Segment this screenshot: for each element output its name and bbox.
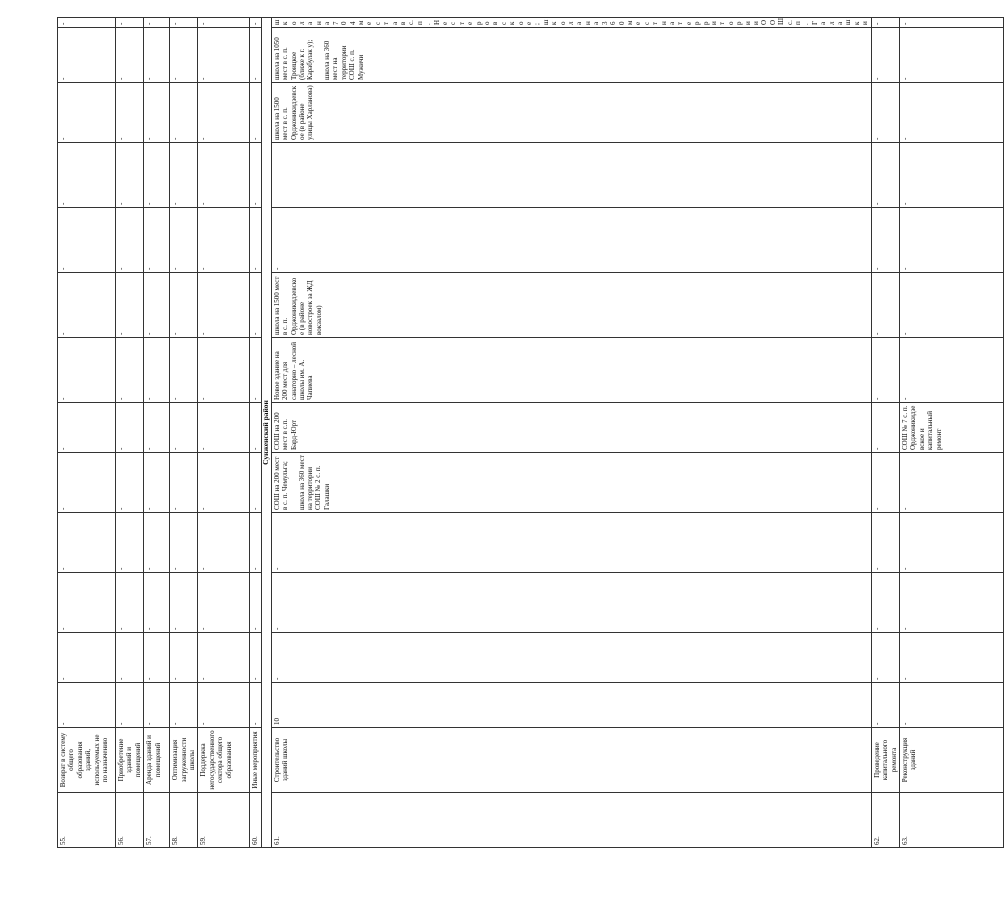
cell-text: - xyxy=(900,77,909,80)
data-cell: - xyxy=(144,453,170,513)
data-cell xyxy=(271,18,871,28)
data-cell: - xyxy=(116,83,144,143)
data-cell: - xyxy=(116,273,144,338)
row-number: 63. xyxy=(899,793,1003,848)
data-cell: - xyxy=(116,143,144,208)
cell-text: - xyxy=(900,677,909,680)
data-cell: - xyxy=(250,83,262,143)
table-row xyxy=(271,18,871,848)
row-number: 56. xyxy=(116,793,144,848)
data-cell: - xyxy=(170,453,198,513)
data-cell xyxy=(899,683,1003,728)
data-cell: - xyxy=(58,513,116,573)
data-cell: - xyxy=(198,83,250,143)
data-cell: - xyxy=(198,453,250,513)
row-title: Оптимизация загруженности школы xyxy=(170,728,198,793)
data-cell: - xyxy=(170,208,198,273)
data-cell xyxy=(871,273,899,338)
data-cell: - xyxy=(170,573,198,633)
data-cell: - xyxy=(58,453,116,513)
data-cell xyxy=(871,18,899,28)
table-row xyxy=(170,18,198,848)
cell-text: - xyxy=(900,137,909,140)
data-cell: - xyxy=(170,683,198,728)
row-title: Строительство зданий школы xyxy=(271,728,871,793)
data-cell: - xyxy=(198,683,250,728)
data-cell xyxy=(871,683,899,728)
data-cell: - xyxy=(144,573,170,633)
data-cell: - xyxy=(198,208,250,273)
table-row xyxy=(871,18,899,848)
data-cell: - xyxy=(250,338,262,403)
data-cell xyxy=(871,453,899,513)
data-cell: - xyxy=(58,83,116,143)
row-title: Приобретение зданий и помещений xyxy=(116,728,144,793)
data-cell: - xyxy=(116,338,144,403)
data-cell: - xyxy=(170,403,198,453)
data-cell: - xyxy=(116,633,144,683)
data-cell: - xyxy=(250,18,262,28)
data-cell: - xyxy=(198,633,250,683)
data-cell: - xyxy=(170,18,198,28)
data-cell: - xyxy=(250,143,262,208)
data-cell xyxy=(899,83,1003,143)
table-row xyxy=(116,18,144,848)
data-cell: - xyxy=(250,633,262,683)
data-cell: - xyxy=(116,513,144,573)
row-number: 57. xyxy=(144,793,170,848)
cell-text: школа на 360 мест на территории СОШ с. п. Мужичи xyxy=(322,40,365,80)
data-cell: - xyxy=(198,28,250,83)
data-cell xyxy=(271,683,871,728)
data-cell: - xyxy=(144,273,170,338)
table-row xyxy=(198,18,250,848)
data-cell xyxy=(871,208,899,273)
data-cell: - xyxy=(144,513,170,573)
row-title: Поддержка негосударственного сектора общего образования xyxy=(198,728,250,793)
data-cell: - xyxy=(144,143,170,208)
row-title: Реконструкция зданий xyxy=(899,728,1003,793)
data-cell xyxy=(899,338,1003,403)
data-cell: - xyxy=(116,18,144,28)
school-program-table xyxy=(57,17,1004,848)
cell-text: - xyxy=(872,447,881,450)
data-cell xyxy=(871,28,899,83)
cell-text: - xyxy=(872,77,881,80)
row-number: 62. xyxy=(871,793,899,848)
cell-text: - xyxy=(900,397,909,400)
data-cell: - xyxy=(198,273,250,338)
data-cell xyxy=(871,573,899,633)
data-cell: - xyxy=(58,633,116,683)
cell-text: школа на 1050 мест в с. п. Троицкое (ближе к г. Карабулак у); xyxy=(272,37,315,80)
cell-text: СОШ № 7 с. п. Орджоникидзевское и капитальный ремонт xyxy=(900,405,943,450)
cell-text: - xyxy=(872,137,881,140)
data-cell: - xyxy=(170,338,198,403)
data-cell: - xyxy=(58,573,116,633)
cell-text: 10 xyxy=(272,718,281,725)
data-cell xyxy=(871,143,899,208)
data-cell: - xyxy=(198,18,250,28)
data-cell xyxy=(871,338,899,403)
cell-text: - xyxy=(900,267,909,270)
cell-text: - xyxy=(272,267,281,270)
data-cell: - xyxy=(144,28,170,83)
data-cell: - xyxy=(170,273,198,338)
cell-text: - xyxy=(872,202,881,205)
data-cell: - xyxy=(144,403,170,453)
data-cell: - xyxy=(250,208,262,273)
data-cell: - xyxy=(58,273,116,338)
cell-text: - xyxy=(900,202,909,205)
data-cell xyxy=(899,453,1003,513)
data-cell: - xyxy=(58,28,116,83)
cell-text: - xyxy=(872,567,881,570)
data-cell: - xyxy=(116,453,144,513)
cell-text: Новое здание на 200 мест для санаторно – лесной школы им. А. Чапиева xyxy=(272,341,315,400)
data-cell xyxy=(271,143,871,208)
data-cell xyxy=(271,208,871,273)
table-row xyxy=(899,18,1003,848)
data-cell: - xyxy=(58,208,116,273)
data-cell xyxy=(899,573,1003,633)
data-cell: - xyxy=(250,403,262,453)
data-cell xyxy=(871,633,899,683)
data-cell xyxy=(899,143,1003,208)
cell-text: - xyxy=(872,22,881,25)
data-cell: - xyxy=(250,273,262,338)
row-number: 55. xyxy=(58,793,116,848)
data-cell: - xyxy=(250,453,262,513)
data-cell: - xyxy=(144,633,170,683)
cell-text: - xyxy=(272,567,281,570)
data-cell: - xyxy=(170,28,198,83)
cell-text: - xyxy=(272,627,281,630)
data-cell: - xyxy=(116,208,144,273)
cell-text: - xyxy=(872,507,881,510)
data-cell: - xyxy=(198,513,250,573)
data-cell xyxy=(871,513,899,573)
cell-text: - xyxy=(872,627,881,630)
cell-text: - xyxy=(900,332,909,335)
row-number: 61. xyxy=(271,793,871,848)
data-cell xyxy=(271,513,871,573)
row-number: 60. xyxy=(250,793,262,848)
data-cell: - xyxy=(58,143,116,208)
cell-text: - xyxy=(900,507,909,510)
data-cell: - xyxy=(198,573,250,633)
cell-text: - xyxy=(872,397,881,400)
data-cell: - xyxy=(198,403,250,453)
rotated-table-page xyxy=(57,17,943,848)
data-cell xyxy=(271,83,871,143)
cell-text: школа на 704 места в с. п. Нестеровское; школа на 360 мест на территории ООШ с. п. Галашки xyxy=(272,17,870,25)
data-cell xyxy=(271,633,871,683)
data-cell: - xyxy=(58,338,116,403)
data-cell: - xyxy=(170,83,198,143)
data-cell: - xyxy=(58,683,116,728)
cell-text: - xyxy=(872,267,881,270)
data-cell: - xyxy=(250,513,262,573)
data-cell xyxy=(271,453,871,513)
data-cell: - xyxy=(144,683,170,728)
cell-text: СОШ на 200 мест в с. п. Чемульга; xyxy=(272,456,290,510)
data-cell xyxy=(899,633,1003,683)
cell-text: - xyxy=(872,677,881,680)
data-cell: - xyxy=(198,338,250,403)
data-cell: - xyxy=(198,143,250,208)
data-cell xyxy=(899,273,1003,338)
data-cell: - xyxy=(144,338,170,403)
data-cell xyxy=(271,403,871,453)
cell-text: школа на 1500 мест в с. п. Орджоникидзевское (в районе улицы Харланова) xyxy=(272,85,315,140)
data-cell xyxy=(899,28,1003,83)
data-cell xyxy=(899,513,1003,573)
data-cell: - xyxy=(250,573,262,633)
row-title: Возврат в систему общего образования зданий, используемых не по назначению xyxy=(58,728,116,793)
district-header-row xyxy=(262,18,271,848)
district-header: Сунженский район xyxy=(262,18,271,848)
cell-text: - xyxy=(900,722,909,725)
data-cell: - xyxy=(170,633,198,683)
row-number: 58. xyxy=(170,793,198,848)
data-cell: - xyxy=(144,208,170,273)
cell-text: - xyxy=(900,567,909,570)
row-title: Проведение капитального ремонта xyxy=(871,728,899,793)
cell-text: - xyxy=(272,677,281,680)
table-row xyxy=(58,18,116,848)
data-cell: - xyxy=(250,28,262,83)
data-cell: - xyxy=(250,683,262,728)
data-cell xyxy=(271,28,871,83)
data-cell xyxy=(899,403,1003,453)
cell-text: - xyxy=(872,722,881,725)
cell-text: - xyxy=(900,627,909,630)
data-cell: - xyxy=(116,573,144,633)
data-cell: - xyxy=(170,513,198,573)
data-cell: - xyxy=(144,83,170,143)
data-cell: - xyxy=(58,18,116,28)
data-cell xyxy=(271,573,871,633)
cell-text: школа на 1500 мест в с. п. Орджоникидзевское (в районе новостроек за ЖД вокзалом) xyxy=(272,276,323,335)
data-cell: - xyxy=(170,143,198,208)
data-cell: - xyxy=(58,403,116,453)
data-cell xyxy=(899,18,1003,28)
data-cell xyxy=(899,208,1003,273)
cell-text: школа на 360 мест на территории СОШ № 2 с. п. Галашки xyxy=(297,455,331,510)
data-cell xyxy=(271,338,871,403)
data-cell: - xyxy=(116,683,144,728)
cell-text: - xyxy=(872,332,881,335)
table-row xyxy=(144,18,170,848)
data-cell xyxy=(271,273,871,338)
row-title: Аренда зданий и помещений xyxy=(144,728,170,793)
row-title: Иные мероприятия xyxy=(250,728,262,793)
data-cell xyxy=(871,403,899,453)
cell-text: СОШ на 200 мест в с.п. Бард-Юрт xyxy=(272,412,298,450)
table-row xyxy=(250,18,262,848)
data-cell xyxy=(871,83,899,143)
data-cell: - xyxy=(116,403,144,453)
data-cell: - xyxy=(116,28,144,83)
data-cell: - xyxy=(144,18,170,28)
row-number: 59. xyxy=(198,793,250,848)
cell-text: - xyxy=(900,22,909,25)
